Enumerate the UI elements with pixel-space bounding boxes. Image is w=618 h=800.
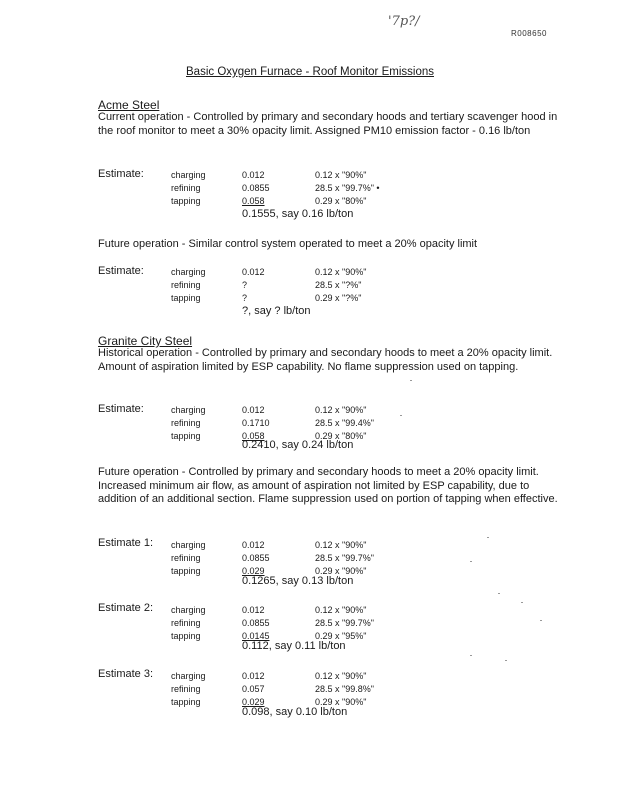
step-value: 0.1710: [242, 418, 270, 428]
step-value: 0.057: [242, 684, 265, 694]
estimate-label: Estimate 1:: [98, 537, 154, 549]
step-value: 0.029: [242, 697, 265, 707]
step-label: charging: [171, 605, 206, 615]
step-formula: 28.5 x "99.4%": [315, 418, 374, 428]
estimate-label: Estimate:: [98, 403, 144, 415]
granite-future-text: Future operation - Controlled by primary and secondary hoods to meet a 20% opacity limit. Increased minimum air flow, as amount of aspiration not limited by ESP capability, due to addition of an additional section. Flame suppression used on portion of tapping when effective.: [98, 466, 558, 505]
step-label: refining: [171, 684, 201, 694]
step-formula: 0.12 x "90%": [315, 540, 367, 550]
estimate-total: 0.098, say 0.10 lb/ton: [242, 706, 348, 718]
step-formula: 28.5 x "99.8%": [315, 684, 374, 694]
step-value: 0.058: [242, 431, 265, 441]
estimate-total: 0.1265, say 0.13 lb/ton: [242, 575, 354, 587]
acme-heading: Acme Steel: [98, 98, 160, 112]
step-formula: 28.5 x "99.7%": [315, 618, 374, 628]
acme-current-text: Current operation - Controlled by primary and secondary hoods and tertiary scavenger hood in the roof monitor to meet a 30% opacity limit. Assigned PM10 emission factor - 0.16 lb/ton: [98, 111, 558, 137]
step-value: 0.012: [242, 405, 265, 415]
granite-historical-text: Historical operation - Controlled by primary and secondary hoods to meet a 20% opacity limit. Amount of aspiration limited by ESP capability. No flame suppression used on tapping.: [98, 347, 553, 373]
estimate-label: Estimate:: [98, 265, 144, 277]
step-label: charging: [171, 267, 206, 277]
step-formula: 28.5 x "?%": [315, 280, 362, 290]
step-formula: 0.29 x "?%": [315, 293, 362, 303]
estimate-total: 0.1555, say 0.16 lb/ton: [242, 208, 354, 220]
step-formula: 0.12 x "90%": [315, 267, 367, 277]
step-formula: 0.29 x "80%": [315, 196, 367, 206]
estimate-total: 0.112, say 0.11 lb/ton: [242, 640, 346, 652]
step-formula: 0.12 x "90%": [315, 671, 367, 681]
step-value: 0.012: [242, 671, 265, 681]
step-label: charging: [171, 170, 206, 180]
step-value: 0.0855: [242, 183, 270, 193]
step-label: charging: [171, 540, 206, 550]
step-label: refining: [171, 280, 201, 290]
step-label: refining: [171, 183, 201, 193]
document-code: R008650: [511, 29, 547, 38]
step-value: ?: [242, 293, 248, 303]
step-label: tapping: [171, 697, 201, 707]
step-value: 0.012: [242, 170, 265, 180]
handwritten-mark: '7p?/: [388, 14, 420, 29]
step-label: tapping: [171, 293, 201, 303]
step-label: refining: [171, 553, 201, 563]
step-value: ?: [242, 280, 248, 290]
estimate-total: 0.2410, say 0.24 lb/ton: [242, 439, 354, 451]
step-formula: 28.5 x "99.7%": [315, 553, 374, 563]
step-formula: 28.5 x "99.7%" •: [315, 183, 380, 193]
step-value: 0.012: [242, 540, 265, 550]
estimate-total: ?, say ? lb/ton: [242, 305, 311, 317]
step-formula: 0.29 x "90%": [315, 697, 367, 707]
step-value: 0.012: [242, 605, 265, 615]
step-formula: 0.12 x "90%": [315, 605, 367, 615]
step-label: tapping: [171, 196, 201, 206]
step-value: 0.0855: [242, 618, 270, 628]
step-value: 0.029: [242, 566, 265, 576]
step-label: tapping: [171, 631, 201, 641]
estimate-label: Estimate 3:: [98, 668, 154, 680]
step-formula: 0.12 x "90%": [315, 170, 367, 180]
step-label: refining: [171, 618, 201, 628]
document-title: Basic Oxygen Furnace - Roof Monitor Emissions: [186, 66, 434, 78]
step-formula: 0.29 x "90%": [315, 566, 367, 576]
step-value: 0.012: [242, 267, 265, 277]
step-label: tapping: [171, 431, 201, 441]
step-label: charging: [171, 671, 206, 681]
estimate-label: Estimate:: [98, 168, 144, 180]
step-formula: 0.29 x "95%": [315, 631, 367, 641]
acme-future-text: Future operation - Similar control system operated to meet a 20% opacity limit: [98, 238, 478, 250]
step-value: 0.0855: [242, 553, 270, 563]
estimate-label: Estimate 2:: [98, 602, 154, 614]
step-label: refining: [171, 418, 201, 428]
step-formula: 0.12 x "90%": [315, 405, 367, 415]
step-value: 0.0145: [242, 631, 270, 641]
step-formula: 0.29 x "80%": [315, 431, 367, 441]
step-label: tapping: [171, 566, 201, 576]
granite-heading: Granite City Steel: [98, 334, 193, 348]
step-value: 0.058: [242, 196, 265, 206]
step-label: charging: [171, 405, 206, 415]
